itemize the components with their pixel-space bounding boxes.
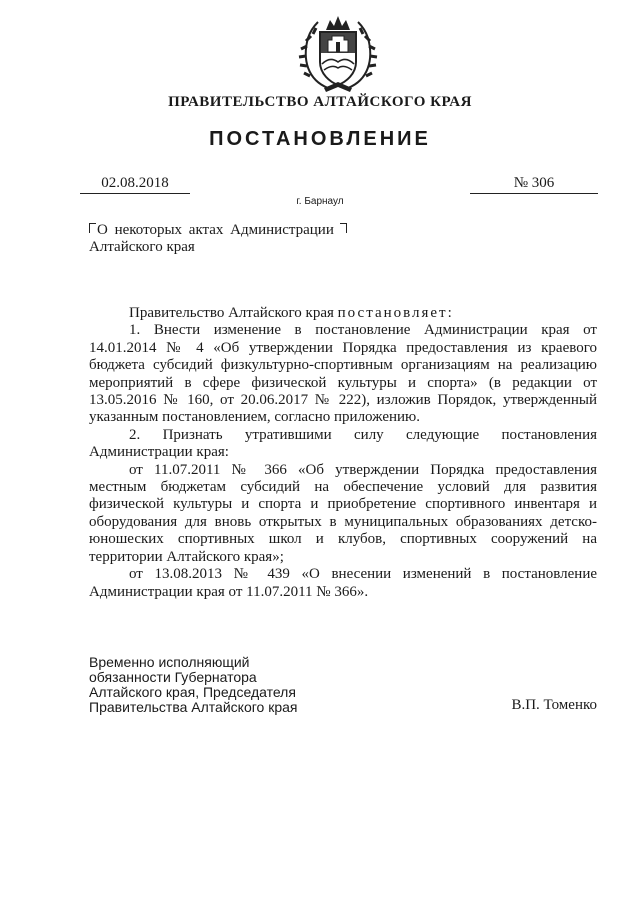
document-type-title: ПОСТАНОВЛЕНИЕ bbox=[209, 128, 431, 150]
item-2: 2. Признать утратившими силу следующие постановления Администрации края: bbox=[89, 426, 597, 461]
preamble bbox=[89, 305, 597, 322]
subject-line-1: О некоторых актах Администрации bbox=[97, 222, 334, 238]
coat-of-arms-emblem bbox=[298, 10, 378, 94]
document-date: 02.08.2018 bbox=[80, 175, 190, 194]
signatory-line-2: обязанности Губернатора bbox=[89, 669, 257, 685]
item-2-entry-b: от 13.08.2013 № 439 «О внесении изменений в постановление Администрации края от 11.07.2011 № 366». bbox=[89, 566, 597, 600]
signatory-line-3: Алтайского края, Председателя bbox=[89, 684, 296, 700]
organization-name: ПРАВИТЕЛЬСТВО АЛТАЙСКОГО КРАЯ bbox=[168, 94, 472, 110]
document-subject bbox=[89, 222, 359, 256]
document-body bbox=[89, 305, 597, 601]
preamble-text: Правительство Алтайского края bbox=[129, 305, 338, 321]
subject-line-2: Алтайского края bbox=[89, 239, 195, 255]
item-2-entry-a: от 11.07.2011 № 366 «Об утверждении Порядка предоставления местным бюджетам субсидий на обеспечение условий для развития физической культуры и спорта и приобретение спортивного инвентаря и оборудования для вновь открытых в муниципальных образованиях детско-юношеских спортивных школ и клубов, спортивных сооружений на территории Алтайского края»; bbox=[89, 461, 597, 565]
document-number: № 306 bbox=[470, 175, 598, 194]
preamble-decree-word: постановляет: bbox=[337, 305, 454, 321]
signatory-name: В.П. Томенко bbox=[511, 697, 597, 713]
signatory-line-1: Временно исполняющий bbox=[89, 654, 250, 670]
item-1: 1. Внести изменение в постановление Администрации края от 14.01.2014 № 4 «Об утверждении Порядка предоставления из краевого бюджета субсидий физкультурно-спортивным организациям на реализацию мероприятий в сфере физической культуры и спорта» (в редакции от 13.05.2016 № 160, от 20.06.2017 № 222), изложив Порядок, утвержденный указанным постановлением, согласно приложению. bbox=[89, 322, 597, 426]
document-city: г. Барнаул bbox=[296, 196, 344, 207]
signatory-line-4: Правительства Алтайского края bbox=[89, 699, 298, 715]
signatory-title bbox=[89, 655, 349, 715]
